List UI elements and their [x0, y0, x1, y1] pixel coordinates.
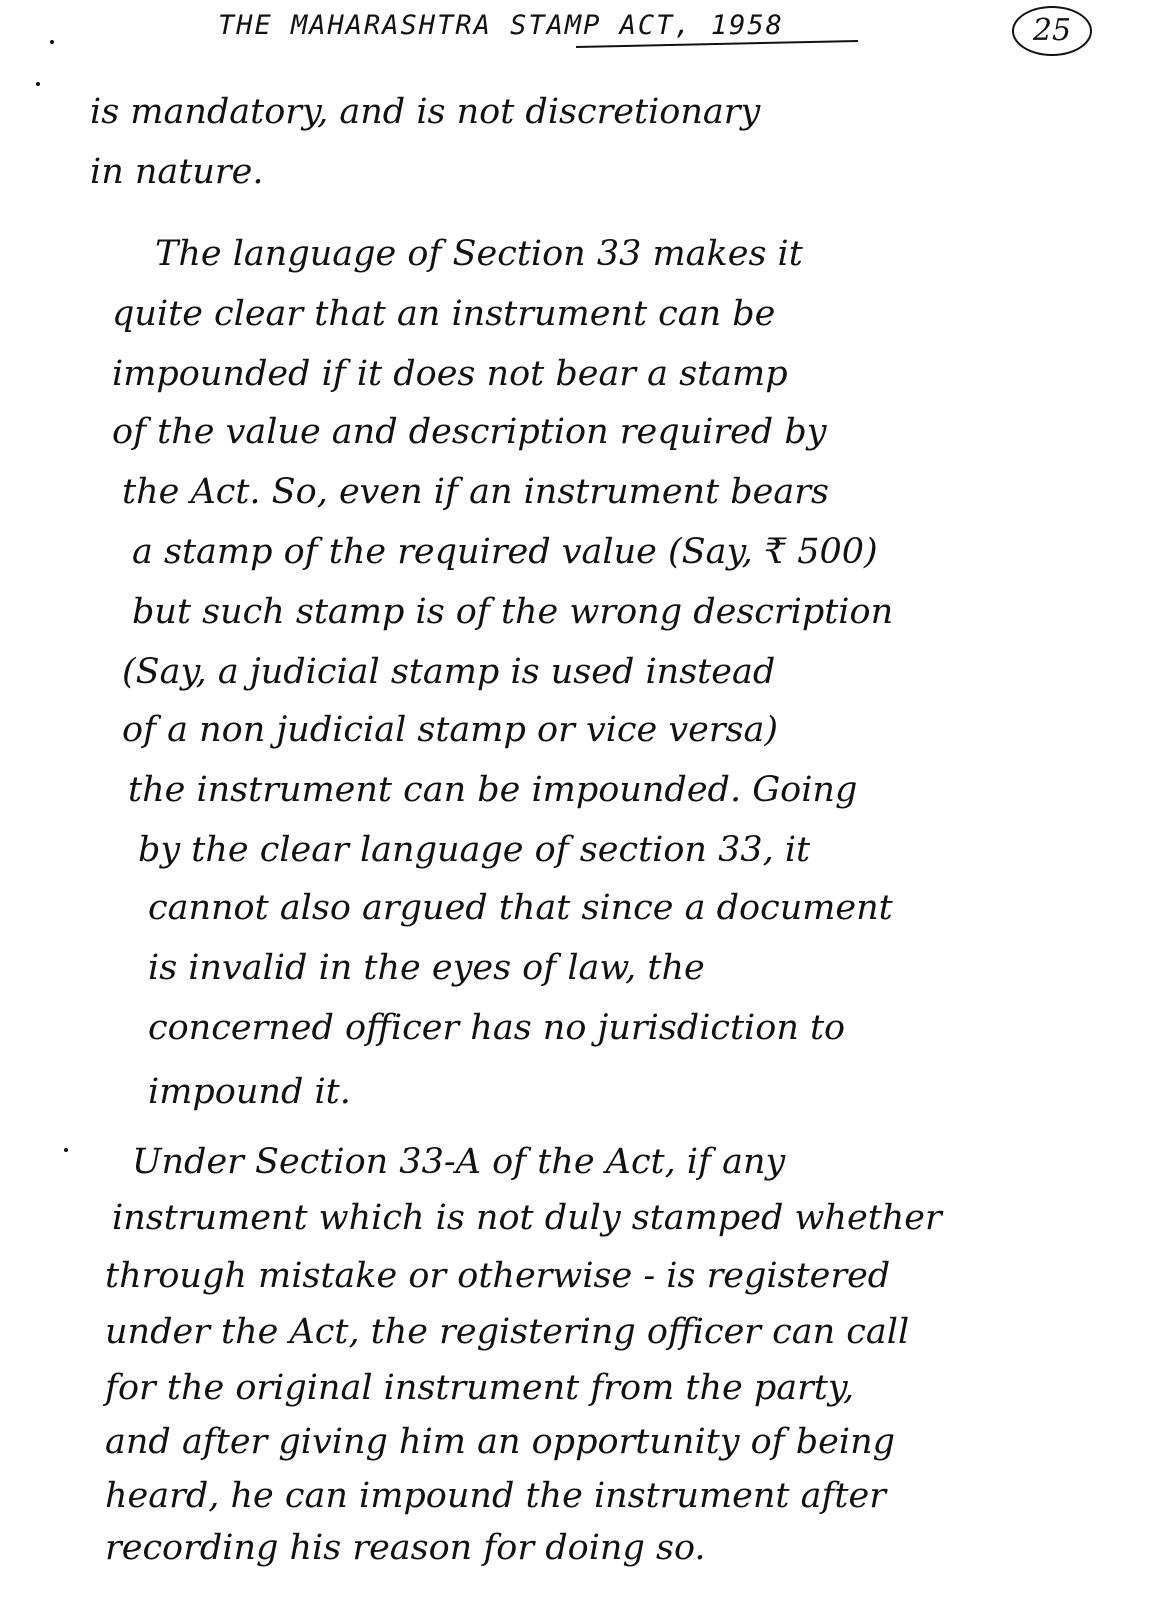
- paragraph-3-line-7: heard, he can impound the instrument after: [105, 1476, 886, 1516]
- paragraph-2-line-9: of a non judicial stamp or vice versa): [122, 710, 779, 750]
- paragraph-3-line-3: through mistake or otherwise - is registered: [105, 1256, 891, 1296]
- paragraph-2-line-4: of the value and description required by: [112, 412, 827, 452]
- paragraph-3-line-5: for the original instrument from the party,: [105, 1368, 855, 1408]
- paragraph-2-line-3: impounded if it does not bear a stamp: [112, 354, 788, 394]
- paragraph-2-line-1: The language of Section 33 makes it: [155, 234, 803, 274]
- paragraph-3-line-6: and after giving him an opportunity of being: [105, 1422, 896, 1462]
- paragraph-2-line-5: the Act. So, even if an instrument bears: [122, 472, 829, 512]
- page-number: 25: [1012, 6, 1092, 56]
- paragraph-2-line-14: concerned officer has no jurisdiction to: [148, 1008, 846, 1048]
- paragraph-1-line-1: is mandatory, and is not discretionary: [90, 92, 761, 132]
- paragraph-3-line-2: instrument which is not duly stamped whether: [112, 1198, 942, 1238]
- paragraph-2-line-8: (Say, a judicial stamp is used instead: [122, 652, 776, 692]
- paragraph-2-line-6: a stamp of the required value (Say, ₹ 500): [132, 532, 878, 572]
- margin-dot: [64, 1148, 68, 1152]
- paragraph-3-line-8: recording his reason for doing so.: [105, 1528, 706, 1568]
- margin-dot: [50, 40, 54, 44]
- paragraph-2-line-2: quite clear that an instrument can be: [112, 294, 776, 334]
- paragraph-1-line-2: in nature.: [90, 152, 264, 192]
- paragraph-3-line-4: under the Act, the registering officer can call: [105, 1312, 910, 1352]
- paragraph-2-line-15: impound it.: [148, 1072, 351, 1112]
- paragraph-2-line-7: but such stamp is of the wrong description: [132, 592, 894, 632]
- paragraph-2-line-12: cannot also argued that since a document: [148, 888, 893, 928]
- paragraph-2-line-13: is invalid in the eyes of law, the: [148, 948, 705, 988]
- page-header-title: THE MAHARASHTRA STAMP ACT, 1958: [218, 10, 784, 41]
- margin-dot: [36, 82, 40, 86]
- paragraph-2-line-11: by the clear language of section 33, it: [138, 830, 811, 870]
- paragraph-2-line-10: the instrument can be impounded. Going: [128, 770, 858, 810]
- paragraph-3-line-1: Under Section 33-A of the Act, if any: [132, 1142, 786, 1182]
